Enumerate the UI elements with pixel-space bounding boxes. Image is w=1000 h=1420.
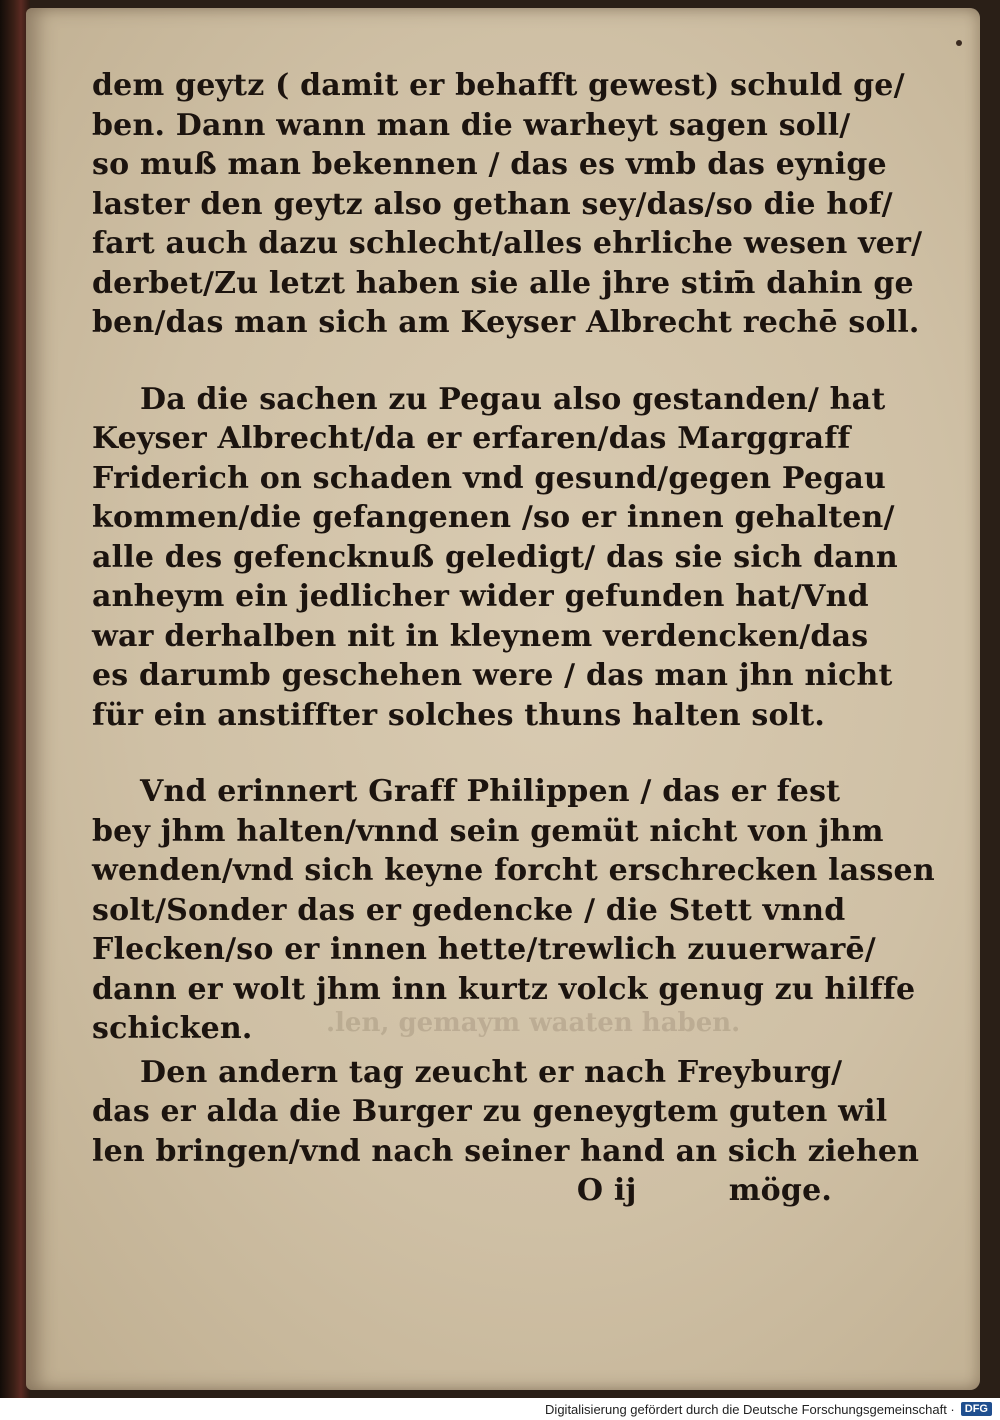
text-line: anheym ein jedlicher wider gefunden hat/Vnd	[92, 579, 869, 614]
text-line: dann er wolt jhm inn kurtz volck genug zu hilffe	[92, 971, 916, 1007]
text-line: solt/Sonder das er gedencke / die Stett vnnd	[92, 892, 846, 928]
digitization-footer	[0, 1398, 1000, 1420]
signature-line	[92, 1171, 832, 1211]
text-line: dem geytz ( damit er behafft gewest) schuld ge/	[92, 68, 905, 103]
text-line: ben/das man sich am Keyser Albrecht rechē soll.	[92, 305, 920, 340]
footer-credit: Digitalisierung gefördert durch die Deutsche Forschungsgemeinschaft ·	[545, 1401, 955, 1417]
margin-dot	[956, 40, 962, 46]
text-line: alle des gefencknuß geledigt/ das sie sich dann	[92, 539, 898, 575]
text-line: laster den geytz also gethan sey/das/so die hof/	[92, 186, 893, 222]
text-line: wenden/vnd sich keyne forcht erschrecken lassen	[92, 853, 935, 888]
page-text	[92, 66, 935, 1211]
text-line: für ein anstiffter solches thuns halten solt.	[92, 697, 825, 733]
text-line: kommen/die gefangenen /so er innen gehalten/	[92, 500, 895, 535]
text-line: Flecken/so er innen hette/trewlich zuuerwarē/	[92, 932, 876, 967]
text-line: Den andern tag zeucht er nach Freyburg/	[140, 1054, 843, 1090]
text-line: fart auch dazu schlecht/alles ehrliche wesen ver/	[92, 226, 923, 261]
text-line: das er alda die Burger zu geneygtem guten wil	[92, 1094, 888, 1129]
text-line: bey jhm halten/vnnd sein gemüt nicht von jhm	[92, 813, 884, 849]
text-line: len bringen/vnd nach seiner hand an sich ziehen	[92, 1133, 920, 1169]
book-page	[26, 8, 980, 1390]
text-line: es darumb geschehen were / das man jhn nicht	[92, 658, 893, 693]
text-line: Keyser Albrecht/da er erfaren/das Marggraff	[92, 421, 851, 456]
catchword: möge.	[728, 1173, 832, 1208]
text-line: schicken.	[92, 1011, 253, 1046]
text-line: Friderich on schaden vnd gesund/gegen Pegau	[92, 460, 886, 496]
text-line: derbet/Zu letzt haben sie alle jhre stim̄ dahin ge	[92, 265, 914, 301]
text-line: so muß man bekennen / das es vmb das eynige	[92, 147, 887, 182]
text-line: ben. Dann wann man die warheyt sagen soll/	[92, 107, 851, 143]
signature-mark: O ij	[576, 1173, 637, 1208]
text-line: Da die sachen zu Pegau also gestanden/ hat	[140, 381, 886, 417]
dfg-logo: DFG	[961, 1402, 992, 1416]
text-line: Vnd erinnert Graff Philippen / das er fest	[140, 774, 841, 809]
text-line: war derhalben nit in kleynem verdencken/das	[92, 618, 869, 654]
show-through-text: .len, gemaym waaten haben.	[326, 1008, 741, 1038]
